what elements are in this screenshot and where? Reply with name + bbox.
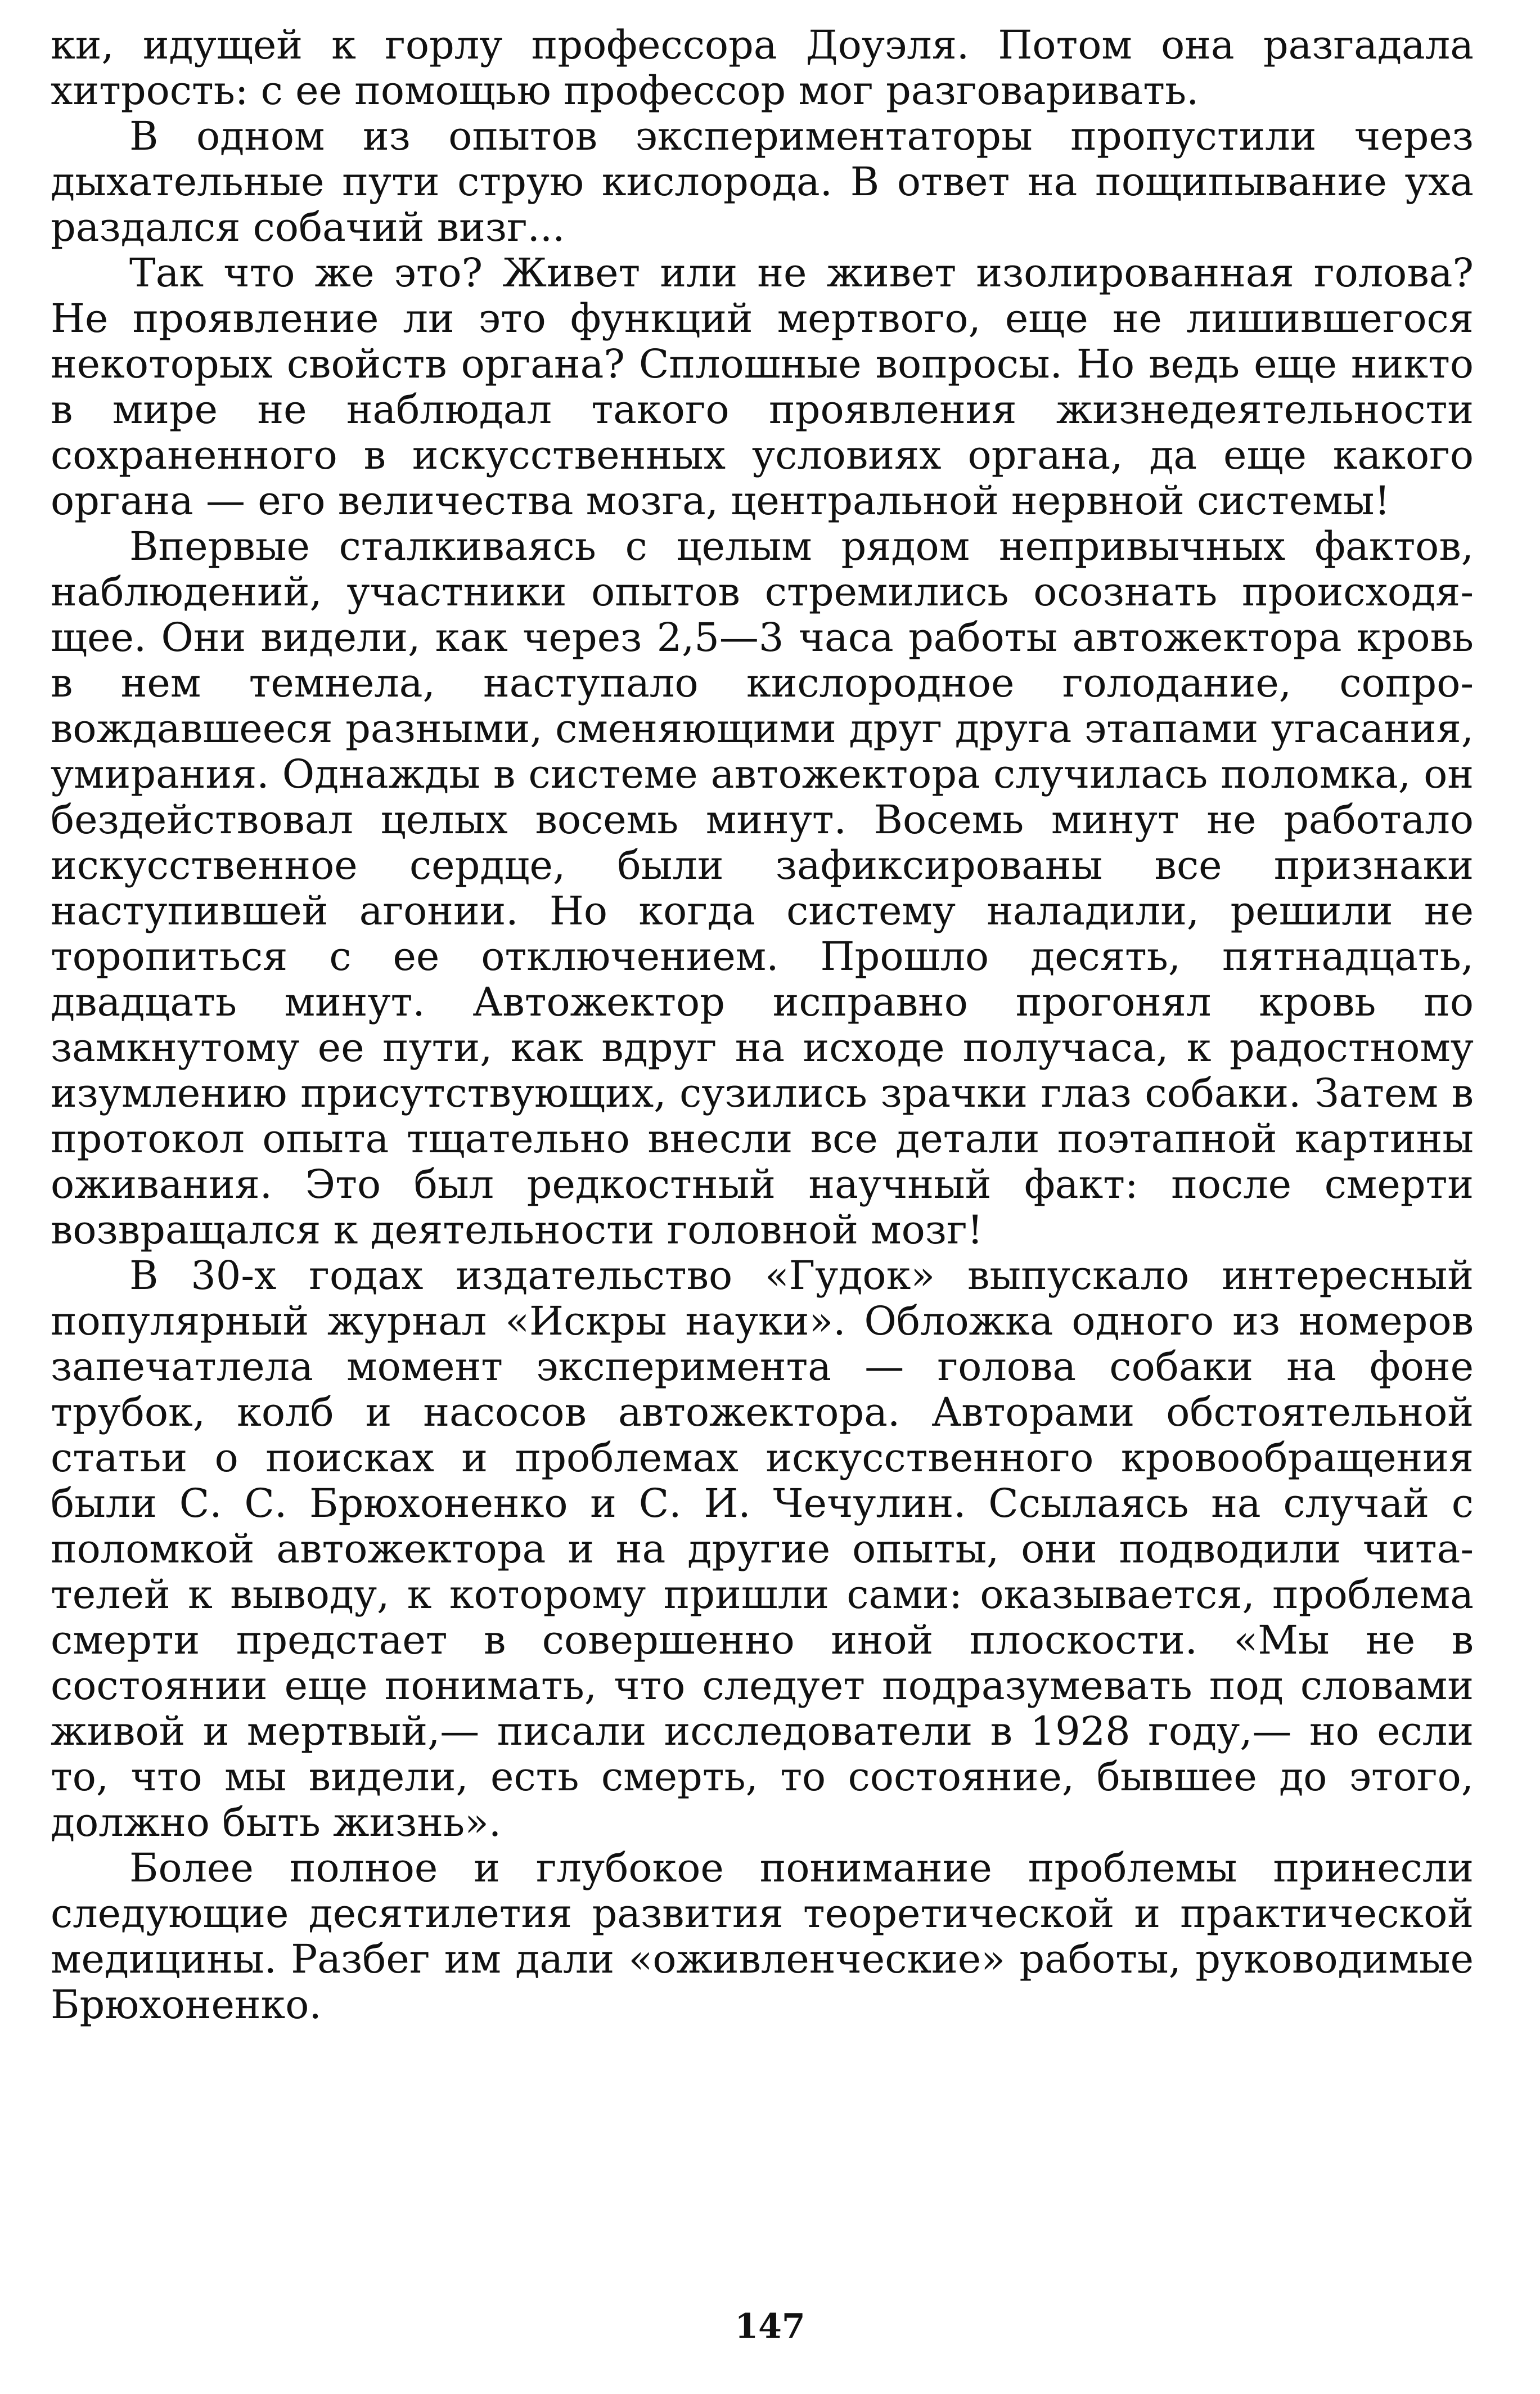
paragraph-4: Впервые сталкиваясь с целым рядом непривычных фактов, наблюдений, участники опытов стремились осознать происходящее. Они видели, как через 2,5—3 часа работы автожектора кровь в нем темнела, наступало кислородное голодание, сопровождавшееся разными, сменяющими друг друга этапами угасания, умирания. Однажды в системе автожектора случилась поломка, он бездействовал целых восемь минут. Восемь минут не работало искусственное сердце, были зафиксированы все признаки наступившей агонии. Но когда систему наладили, решили не торопиться с ее отключением. Прошло десять, пятнадцать, двадцать минут. Автожектор исправно прогонял кровь по замкнутому ее пути, как вдруг на исходе получаса, к радостному изумлению присутствующих, сузились зрачки глаз собаки. Затем в протокол опыта тщательно внесли все детали поэтапной картины оживания. Это был редкостный научный факт: после смерти возвращался к деятельности головной мозг! xyxy=(51,523,1474,1253)
paragraph-6: Более полное и глубокое понимание проблемы принесли следующие десятилетия развития теоретической и практической медицины. Разбег им дали «оживленческие» работы, руководимые Брюхоненко. xyxy=(51,1845,1474,2028)
paragraph-2: В одном из опытов экспериментаторы пропустили через дыхательные пути струю кислорода. В ответ на пощипывание уха раздался собачий визг... xyxy=(51,113,1474,250)
paragraph-5: В 30-х годах издательство «Гудок» выпускало интересный популярный журнал «Искры науки». Обложка одного из номеров запечатлела момент эксперимента — голова собаки на фоне трубок, колб и насосов автожектора. Авторами обстоятельной статьи о поисках и проблемах искусственного кровообращения были С. С. Брюхоненко и С. И. Чечулин. Ссылаясь на случай с поломкой автожектора и на другие опыты, они подводили читателей к выводу, к которому пришли сами: оказывается, проблема смерти предстает в совершенно иной плоскости. «Мы не в состоянии еще понимать, что следует подразумевать под словами живой и мертвый,— писали исследователи в 1928 году,— но если то, что мы видели, есть смерть, то состояние, бывшее до этого, должно быть жизнь». xyxy=(51,1252,1474,1845)
paragraph-1: ки, идущей к горлу профессора Доуэля. Потом она разгадала хитрость: с ее помощью профессор мог разговаривать. xyxy=(51,22,1474,114)
page-body xyxy=(51,23,1474,2028)
page-number: 147 xyxy=(735,2307,805,2346)
paragraph-3: Так что же это? Живет или не живет изолированная голова? Не проявление ли это функций мертвого, еще не лишившегося некоторых свойств органа? Сплошные вопросы. Но ведь еще никто в мире не наблюдал такого проявления жизнедеятельности сохраненного в искусственных условиях органа, да еще какого органа — его величества мозга, центральной нервной системы! xyxy=(51,250,1474,524)
